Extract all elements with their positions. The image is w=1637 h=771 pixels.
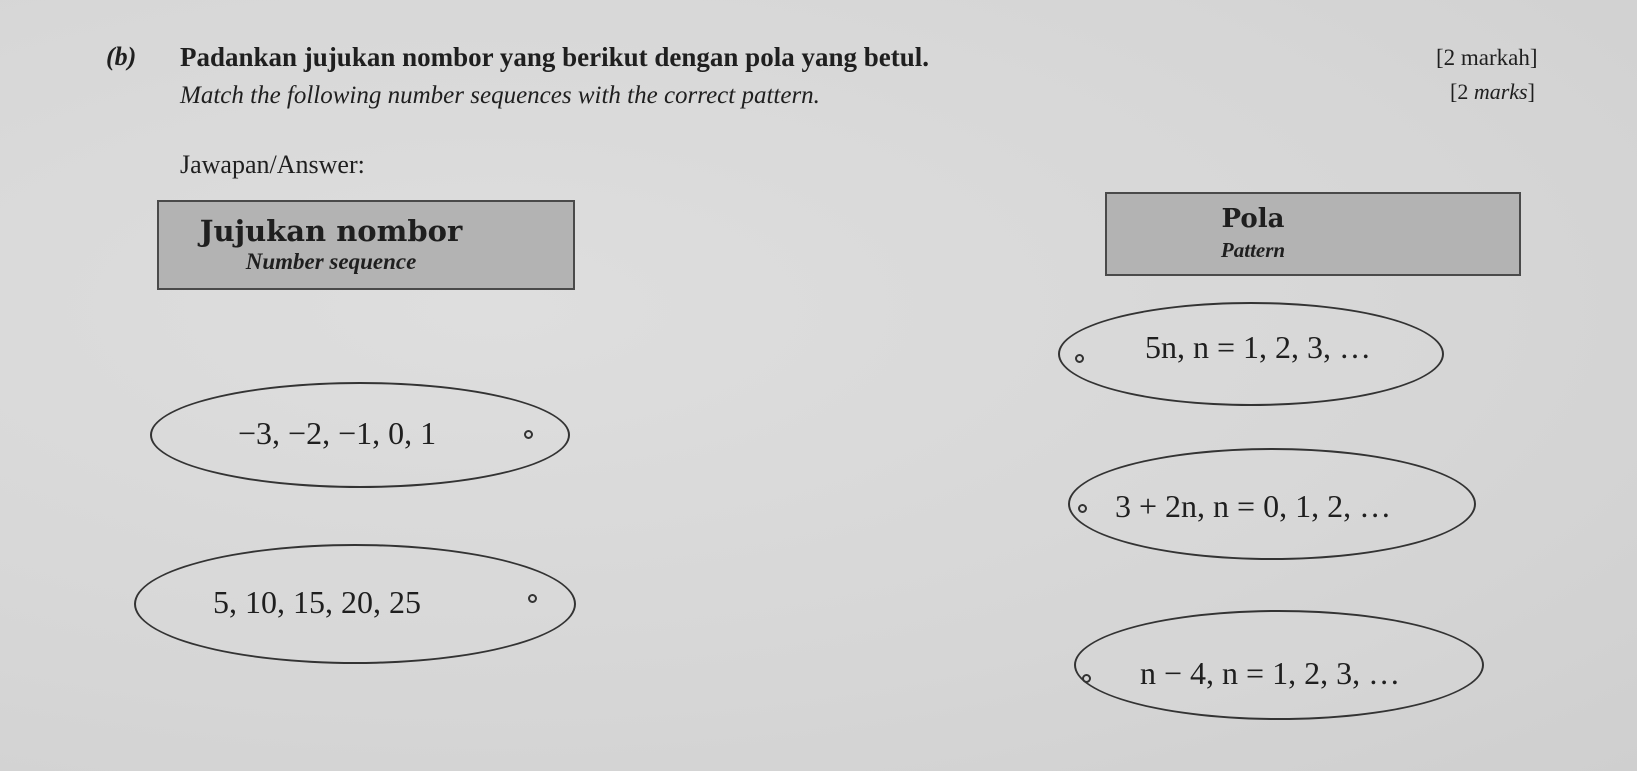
instruction-english: Match the following number sequences with the correct pattern. [180, 82, 820, 109]
marks-english-suffix: ] [1527, 79, 1535, 104]
instruction-malay: Padankan jujukan nombor yang berikut dengan pola yang betul. [180, 42, 929, 72]
pattern-3-connector-dot[interactable] [1082, 674, 1091, 683]
marks-english-prefix: [2 [1450, 79, 1474, 104]
part-label: (b) [106, 42, 137, 71]
sequence-1-connector-dot[interactable] [524, 430, 533, 439]
marks-english-word: marks [1473, 79, 1528, 104]
pattern-header-title: Pola [1221, 204, 1285, 234]
sequence-2: 5, 10, 15, 20, 25 [213, 584, 421, 620]
marks-english [1450, 79, 1535, 105]
sequence-header [157, 200, 575, 290]
pattern-header [1105, 192, 1521, 276]
answer-label: Jawapan/Answer: [180, 150, 365, 179]
pattern-2: 3 + 2n, n = 0, 1, 2, … [1115, 488, 1392, 524]
sequence-2-connector-dot[interactable] [528, 594, 537, 603]
sequence-header-title: Jujukan nombor [199, 214, 463, 248]
sequence-header-subtitle: Number sequence [245, 249, 417, 274]
pattern-3: n − 4, n = 1, 2, 3, … [1140, 655, 1401, 691]
marks-malay: [2 markah] [1436, 45, 1538, 70]
pattern-1-connector-dot[interactable] [1075, 354, 1084, 363]
pattern-1: 5n, n = 1, 2, 3, … [1145, 329, 1372, 365]
pattern-2-connector-dot[interactable] [1078, 504, 1087, 513]
sequence-1: −3, −2, −1, 0, 1 [238, 415, 437, 451]
pattern-header-subtitle: Pattern [1220, 238, 1286, 262]
